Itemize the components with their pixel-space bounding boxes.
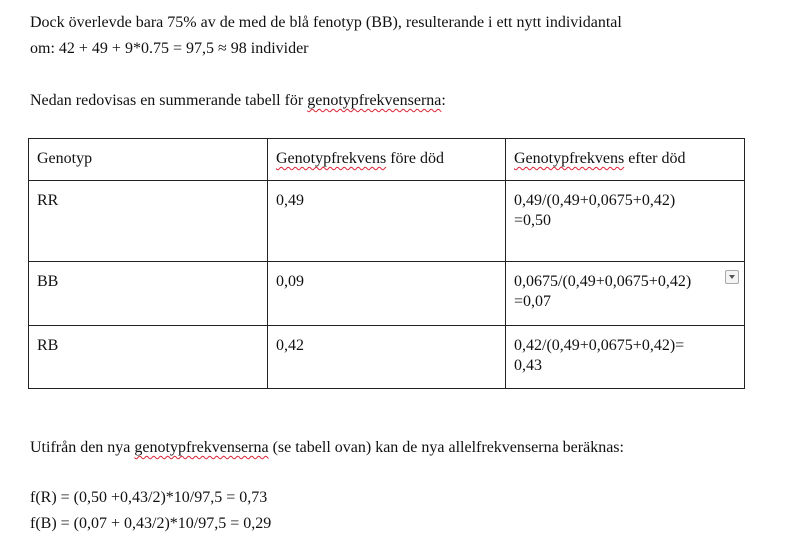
formula-f-b: f(B) = (0,07 + 0,43/2)*10/97,5 = 0,29 (30, 515, 272, 532)
header-before-suffix: före död (386, 150, 444, 167)
intro-text: Nedan redovisas en summerande tabell för (30, 92, 308, 109)
header-after-suffix: efter död (624, 150, 686, 167)
cell-after (506, 326, 745, 389)
cell-after-formula: 0,0675/(0,49+0,0675+0,42) (514, 273, 692, 290)
paragraph-survival-line-1: Dock överlevde bara 75% av de med de blå fenotyp (BB), resulterande i ett nytt individantal (30, 14, 622, 31)
allele-intro-text: Utifrån den nya (30, 439, 135, 456)
header-before-death (268, 139, 506, 181)
cell-genotyp: BB (29, 262, 268, 326)
cell-after-result: =0,07 (514, 293, 552, 310)
intro-colon: : (441, 92, 446, 109)
header-after-death (506, 139, 745, 181)
table-header-row (29, 139, 745, 181)
cell-after-formula: 0,42/(0,49+0,0675+0,42)= (514, 337, 685, 354)
cell-before: 0,09 (268, 262, 506, 326)
table-row (29, 181, 745, 262)
paragraph-survival-line-2: om: 42 + 49 + 9*0.75 = 97,5 ≈ 98 individer (30, 40, 309, 57)
table-row (29, 326, 745, 389)
paragraph-allele-intro (30, 438, 624, 458)
genotype-frequency-table (28, 138, 745, 389)
cell-after-formula: 0,49/(0,49+0,0675+0,42) (514, 192, 676, 209)
header-genotyp: Genotyp (29, 139, 268, 181)
spellcheck-word: genotypfrekvenserna (134, 439, 269, 456)
header-before-word: Genotypfrekvens (276, 150, 387, 167)
cell-after-wrap (514, 272, 736, 312)
table-row (29, 262, 745, 326)
cell-after-result: =0,50 (514, 212, 552, 229)
header-after-word: Genotypfrekvens (514, 150, 625, 167)
cell-genotyp: RB (29, 326, 268, 389)
allele-intro-rest: (se tabell ovan) kan de nya allelfrekvenserna beräknas: (268, 439, 624, 456)
cell-genotyp: RR (29, 181, 268, 262)
dropdown-arrow-icon[interactable] (725, 270, 739, 284)
cell-after-result: 0,43 (514, 357, 542, 374)
spellcheck-word: genotypfrekvenserna (307, 92, 442, 109)
formula-f-r: f(R) = (0,50 +0,43/2)*10/97,5 = 0,73 (30, 489, 268, 506)
cell-after (506, 181, 745, 262)
paragraph-table-intro (30, 91, 446, 111)
cell-after (506, 262, 745, 326)
cell-before: 0,42 (268, 326, 506, 389)
cell-before: 0,49 (268, 181, 506, 262)
